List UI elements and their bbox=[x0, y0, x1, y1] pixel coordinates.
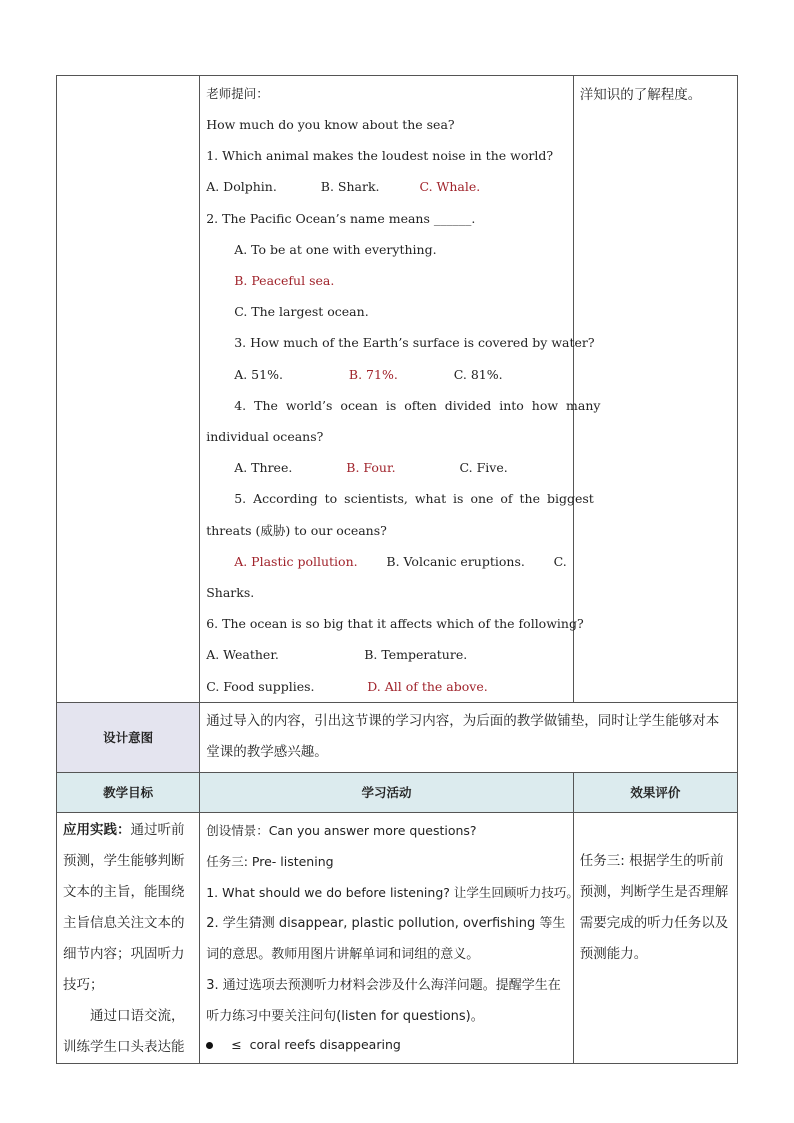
q6-options-ab bbox=[206, 639, 567, 670]
lesson-plan-table bbox=[56, 75, 738, 1064]
q2-opt-b-answer: B. Peaceful sea. bbox=[234, 273, 335, 289]
task3-title: 任务三: Pre- listening bbox=[206, 853, 334, 869]
q2-text: 2. The Pacific Ocean’s name means ______. bbox=[206, 210, 476, 226]
q5-opt-b: B. Volcanic eruptions. bbox=[386, 553, 525, 569]
task3-goal-cell bbox=[57, 812, 200, 1063]
task3-bullet-item bbox=[206, 1032, 567, 1058]
q4-options bbox=[206, 452, 567, 483]
q3-options bbox=[206, 359, 567, 390]
q5-text-line2: threats (威胁) to our oceans? bbox=[206, 522, 387, 538]
q3-opt-b-answer: B. 71%. bbox=[348, 366, 398, 382]
task3-step1: 1. What should we do before listening? 让学生回顾听力技巧。 bbox=[206, 884, 579, 900]
q1-opt-a: A. Dolphin. bbox=[206, 179, 277, 195]
table-header-row bbox=[57, 772, 738, 812]
goal-cell-empty bbox=[57, 76, 200, 703]
q5-opt-c-part: C. bbox=[553, 553, 567, 569]
teacher-label: 老师提问： bbox=[206, 86, 269, 101]
q3-opt-a: A. 51%. bbox=[234, 366, 283, 382]
intro-activity-cell bbox=[200, 76, 601, 703]
q2-opt-c: C. The largest ocean. bbox=[234, 304, 369, 320]
design-intent-label: 设计意图 bbox=[57, 702, 200, 772]
q4-text-line2: individual oceans? bbox=[206, 429, 324, 445]
lead-question: How much do you know about the sea? bbox=[206, 117, 455, 132]
q1-opt-b: B. Shark. bbox=[320, 179, 380, 195]
task3-step3: 3. 通过选项去预测听力材料会涉及什么海洋问题。提醒学生在听力练习中要关注问句(listen for questions)。 bbox=[206, 977, 561, 1024]
task3-scene: 创设情景：Can you answer more questions? bbox=[206, 822, 477, 838]
intro-evaluation-text: 洋知识的了解程度。 bbox=[579, 87, 702, 103]
q6-options-cd bbox=[206, 671, 567, 702]
q1-options bbox=[206, 171, 567, 202]
task3-step2: 2. 学生猜测 disappear, plastic pollution, overfishing 等生词的意思。教师用图片讲解单词和词组的意义。 bbox=[206, 915, 566, 962]
task3-bullet-text: coral reefs disappearing bbox=[249, 1036, 401, 1052]
task3-evaluation-text: 任务三: 根据学生的听前预测，判断学生是否理解需要完成的听力任务以及预测能力。 bbox=[579, 852, 729, 962]
q5-opt-a-answer: A. Plastic pollution. bbox=[234, 553, 358, 569]
q6-opt-d-answer: D. All of the above. bbox=[367, 678, 488, 694]
task3-goal-text: 通过听前预测，学生能够判断文本的主旨，能围绕主旨信息关注文本的细节内容；巩固听力技巧； bbox=[63, 821, 185, 993]
q6-text: 6. The ocean is so big that it affects which of the following? bbox=[206, 616, 584, 632]
q3-text: 3. How much of the Earth’s surface is covered by water? bbox=[234, 335, 595, 351]
q5-opt-c-rest: Sharks. bbox=[206, 585, 255, 601]
header-goal: 教学目标 bbox=[57, 772, 200, 812]
q2-opt-a: A. To be at one with everything. bbox=[234, 241, 437, 257]
q6-opt-c: C. Food supplies. bbox=[206, 678, 315, 694]
q3-opt-c: C. 81%. bbox=[453, 366, 503, 382]
task3-goal bbox=[63, 815, 193, 1001]
design-intent-text: 通过导入的内容，引出这节课的学习内容，为后面的教学做铺垫，同时让学生能够对本堂课的教学感兴趣。 bbox=[206, 713, 720, 761]
task3-row bbox=[57, 812, 738, 1063]
design-intent-cell bbox=[200, 702, 738, 772]
design-intent-row bbox=[57, 702, 738, 772]
header-activity: 学习活动 bbox=[200, 772, 574, 812]
q6-opt-a: A. Weather. bbox=[206, 647, 279, 663]
q4-text: 4. The world’s ocean is often divided into how many bbox=[234, 397, 601, 413]
bullet-icon bbox=[206, 1042, 213, 1049]
q5-options bbox=[206, 546, 567, 577]
task3-evaluation-cell bbox=[573, 812, 737, 1063]
q4-text-line1 bbox=[206, 390, 601, 421]
q1-opt-c-answer: C. Whale. bbox=[419, 179, 481, 195]
task3-goal-bold: 应用实践： bbox=[63, 821, 131, 838]
q4-opt-b-answer: B. Four. bbox=[346, 460, 396, 476]
task3-bullet-symbol: ≤ bbox=[231, 1036, 242, 1052]
task3-activity-cell bbox=[200, 812, 579, 1063]
q5-text-line1: 5. According to scientists, what is one of the biggest bbox=[234, 491, 594, 507]
task3-goal-text2: 通过口语交流，训练学生口头表达能 bbox=[63, 1007, 185, 1055]
intro-row bbox=[57, 76, 738, 703]
header-evaluation: 效果评价 bbox=[573, 772, 737, 812]
q4-opt-c: C. Five. bbox=[459, 460, 508, 476]
q1-text: 1. Which animal makes the loudest noise in the world? bbox=[206, 148, 554, 164]
q6-opt-b: B. Temperature. bbox=[364, 647, 468, 663]
q4-opt-a: A. Three. bbox=[234, 460, 293, 476]
